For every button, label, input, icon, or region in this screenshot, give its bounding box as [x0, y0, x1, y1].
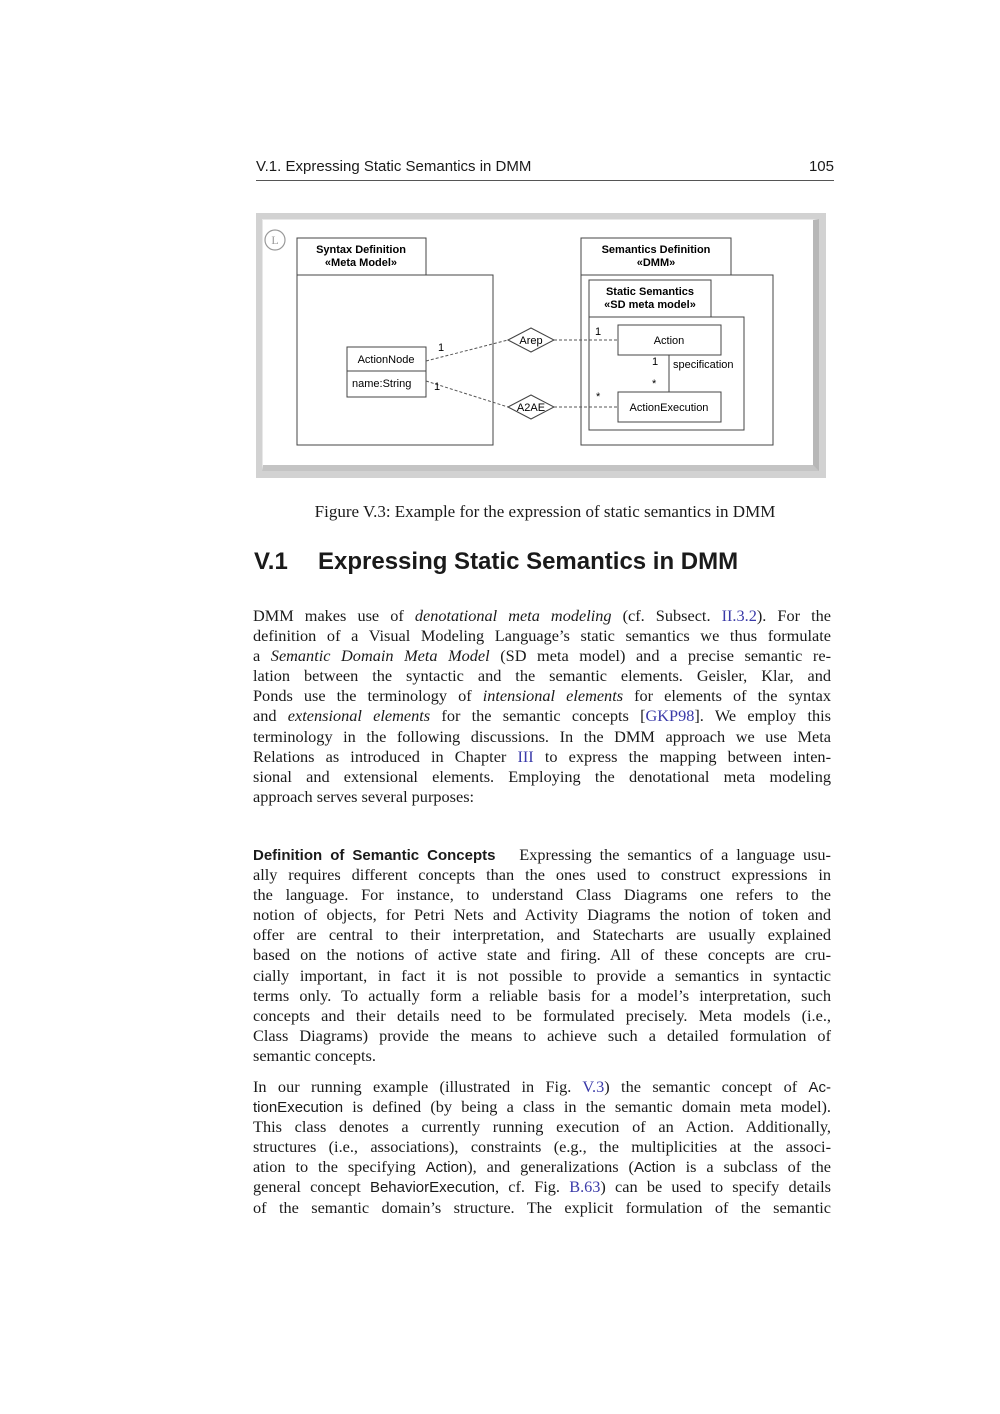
multiplicity-a2ae-exec: * [596, 391, 601, 403]
semantics-package-stereotype: «DMM» [636, 257, 676, 269]
action-node-name: ActionNode [357, 354, 415, 366]
paragraph-line: lation between the syntactic and the semantic elements. Geisler, Klar, and [253, 666, 831, 686]
paragraph-line: and extensional elements for the semantic concepts [GKP98]. We employ this [253, 706, 831, 726]
paragraph-line: Class Diagrams) provide the means to achieve such a detailed formulation of [253, 1025, 831, 1045]
static-package-stereotype: «SD meta model» [604, 299, 696, 311]
paragraph-line: sional and extensional elements. Employing the denotational meta modeling [253, 766, 831, 786]
figure-caption: Figure V.3: Example for the expression of static semantics in DMM [314, 502, 776, 521]
multiplicity-exec-spec: * [652, 378, 657, 390]
page-number: 105 [808, 158, 834, 175]
action-node-attribute: name:String [352, 378, 412, 390]
role-specification: specification [673, 359, 734, 371]
paragraph-line: terms only. To actually form a reliable basis for a model’s interpretation, such [253, 985, 831, 1005]
action-class-name: Action [653, 335, 685, 347]
syntax-package-name: Syntax Definition [316, 244, 406, 256]
citation-link[interactable]: GKP98 [645, 706, 695, 726]
subsection-link[interactable]: II.3.2 [721, 606, 757, 625]
paragraph-line: approach serves several purposes: [253, 786, 475, 806]
semantics-package-name: Semantics Definition [601, 244, 711, 256]
a2ae-label: A2AE [516, 402, 546, 414]
paragraph-line: general concept BehaviorExecution, cf. Fig. B.63) can be used to specify details [253, 1177, 832, 1197]
paragraph-line: DMM makes use of denotational meta modeling (cf. Subsect. II.3.2). For the [253, 606, 831, 625]
multiplicity-action-spec: 1 [652, 356, 659, 368]
paragraph-line: ally requires different concepts than the ones used to construct expressions in [253, 865, 831, 885]
paragraph-line: In our running example (illustrated in Fig. V.3) the semantic concept of Ac- [253, 1077, 832, 1096]
paragraph-line: terminology in the following discussions. In the DMM approach we use Meta [253, 726, 831, 746]
paragraph-line: tionExecution is defined (by being a class in the semantic domain meta model). [253, 1097, 831, 1117]
paragraph-line: cially important, in fact it is not possible to provide a semantics in syntactic [253, 965, 831, 985]
paragraph-intro [253, 606, 831, 807]
paragraph-semantic-concepts [253, 845, 831, 1066]
action-execution-class-name: ActionExecution [629, 402, 709, 414]
uml-diagram [256, 213, 826, 478]
static-package-name: Static Semantics [605, 286, 695, 298]
multiplicity-an-a2ae: 1 [434, 381, 441, 393]
paragraph-line: of the semantic domain’s structure. The explicit formulation of the semantic [253, 1197, 831, 1217]
paragraph-line: This class denotes a currently running execution of an Action. Additionally, [253, 1117, 831, 1137]
paragraph-line: a Semantic Domain Meta Model (SD meta model) and a precise semantic re- [253, 646, 831, 666]
multiplicity-arep-action: 1 [595, 326, 602, 338]
paragraph-line: semantic concepts. [253, 1045, 376, 1065]
section-number: V.1 [254, 548, 288, 575]
paragraph-line: Definition of Semantic Concepts Expressing the semantics of a language usu- [253, 845, 831, 864]
paragraph-running-example [253, 1077, 831, 1218]
figure-frame [256, 213, 826, 478]
section-title: Expressing Static Semantics in DMM [318, 548, 739, 575]
paragraph-line: concepts and their details need to be formulated precisely. Meta models (i.e., [253, 1005, 831, 1025]
paragraph-line: ation to the specifying Action), and generalizations (Action is a subclass of the [253, 1157, 831, 1177]
paragraph-title: Definition of Semantic Concepts [253, 847, 496, 864]
syntax-package-stereotype: «Meta Model» [324, 257, 398, 269]
paragraph-line: definition of a Visual Modeling Language’s static semantics we thus formulate [253, 626, 831, 646]
paragraph-line: offer are central to their interpretation, and Statecharts are usually explained [253, 925, 831, 945]
multiplicity-an-arep: 1 [438, 342, 445, 354]
paragraph-line: Ponds use the terminology of intensional elements for elements of the syntax [253, 686, 832, 706]
corner-mark-letter: L [271, 233, 279, 247]
paragraph-line: notion of objects, for Petri Nets and Activity Diagrams the notion of token and [253, 905, 831, 925]
arep-label: Arep [519, 335, 543, 347]
paragraph-line: Relations as introduced in Chapter III to express the mapping between inten- [253, 746, 831, 766]
figure-link[interactable]: B.63 [569, 1177, 601, 1197]
running-header-section: V.1. Expressing Static Semantics in DMM [256, 158, 532, 175]
section-heading [254, 548, 854, 576]
chapter-link[interactable]: III [517, 746, 534, 766]
figure-link[interactable]: V.3 [582, 1077, 605, 1096]
paragraph-line: the language. For instance, to understand Class Diagrams one refers to the [253, 885, 831, 905]
running-header [256, 158, 834, 181]
paragraph-line: structures (i.e., associations), constraints (e.g., the multiplicities at the associ- [253, 1137, 831, 1157]
paragraph-line: based on the notions of active state and firing. All of these concepts are cru- [253, 945, 831, 965]
